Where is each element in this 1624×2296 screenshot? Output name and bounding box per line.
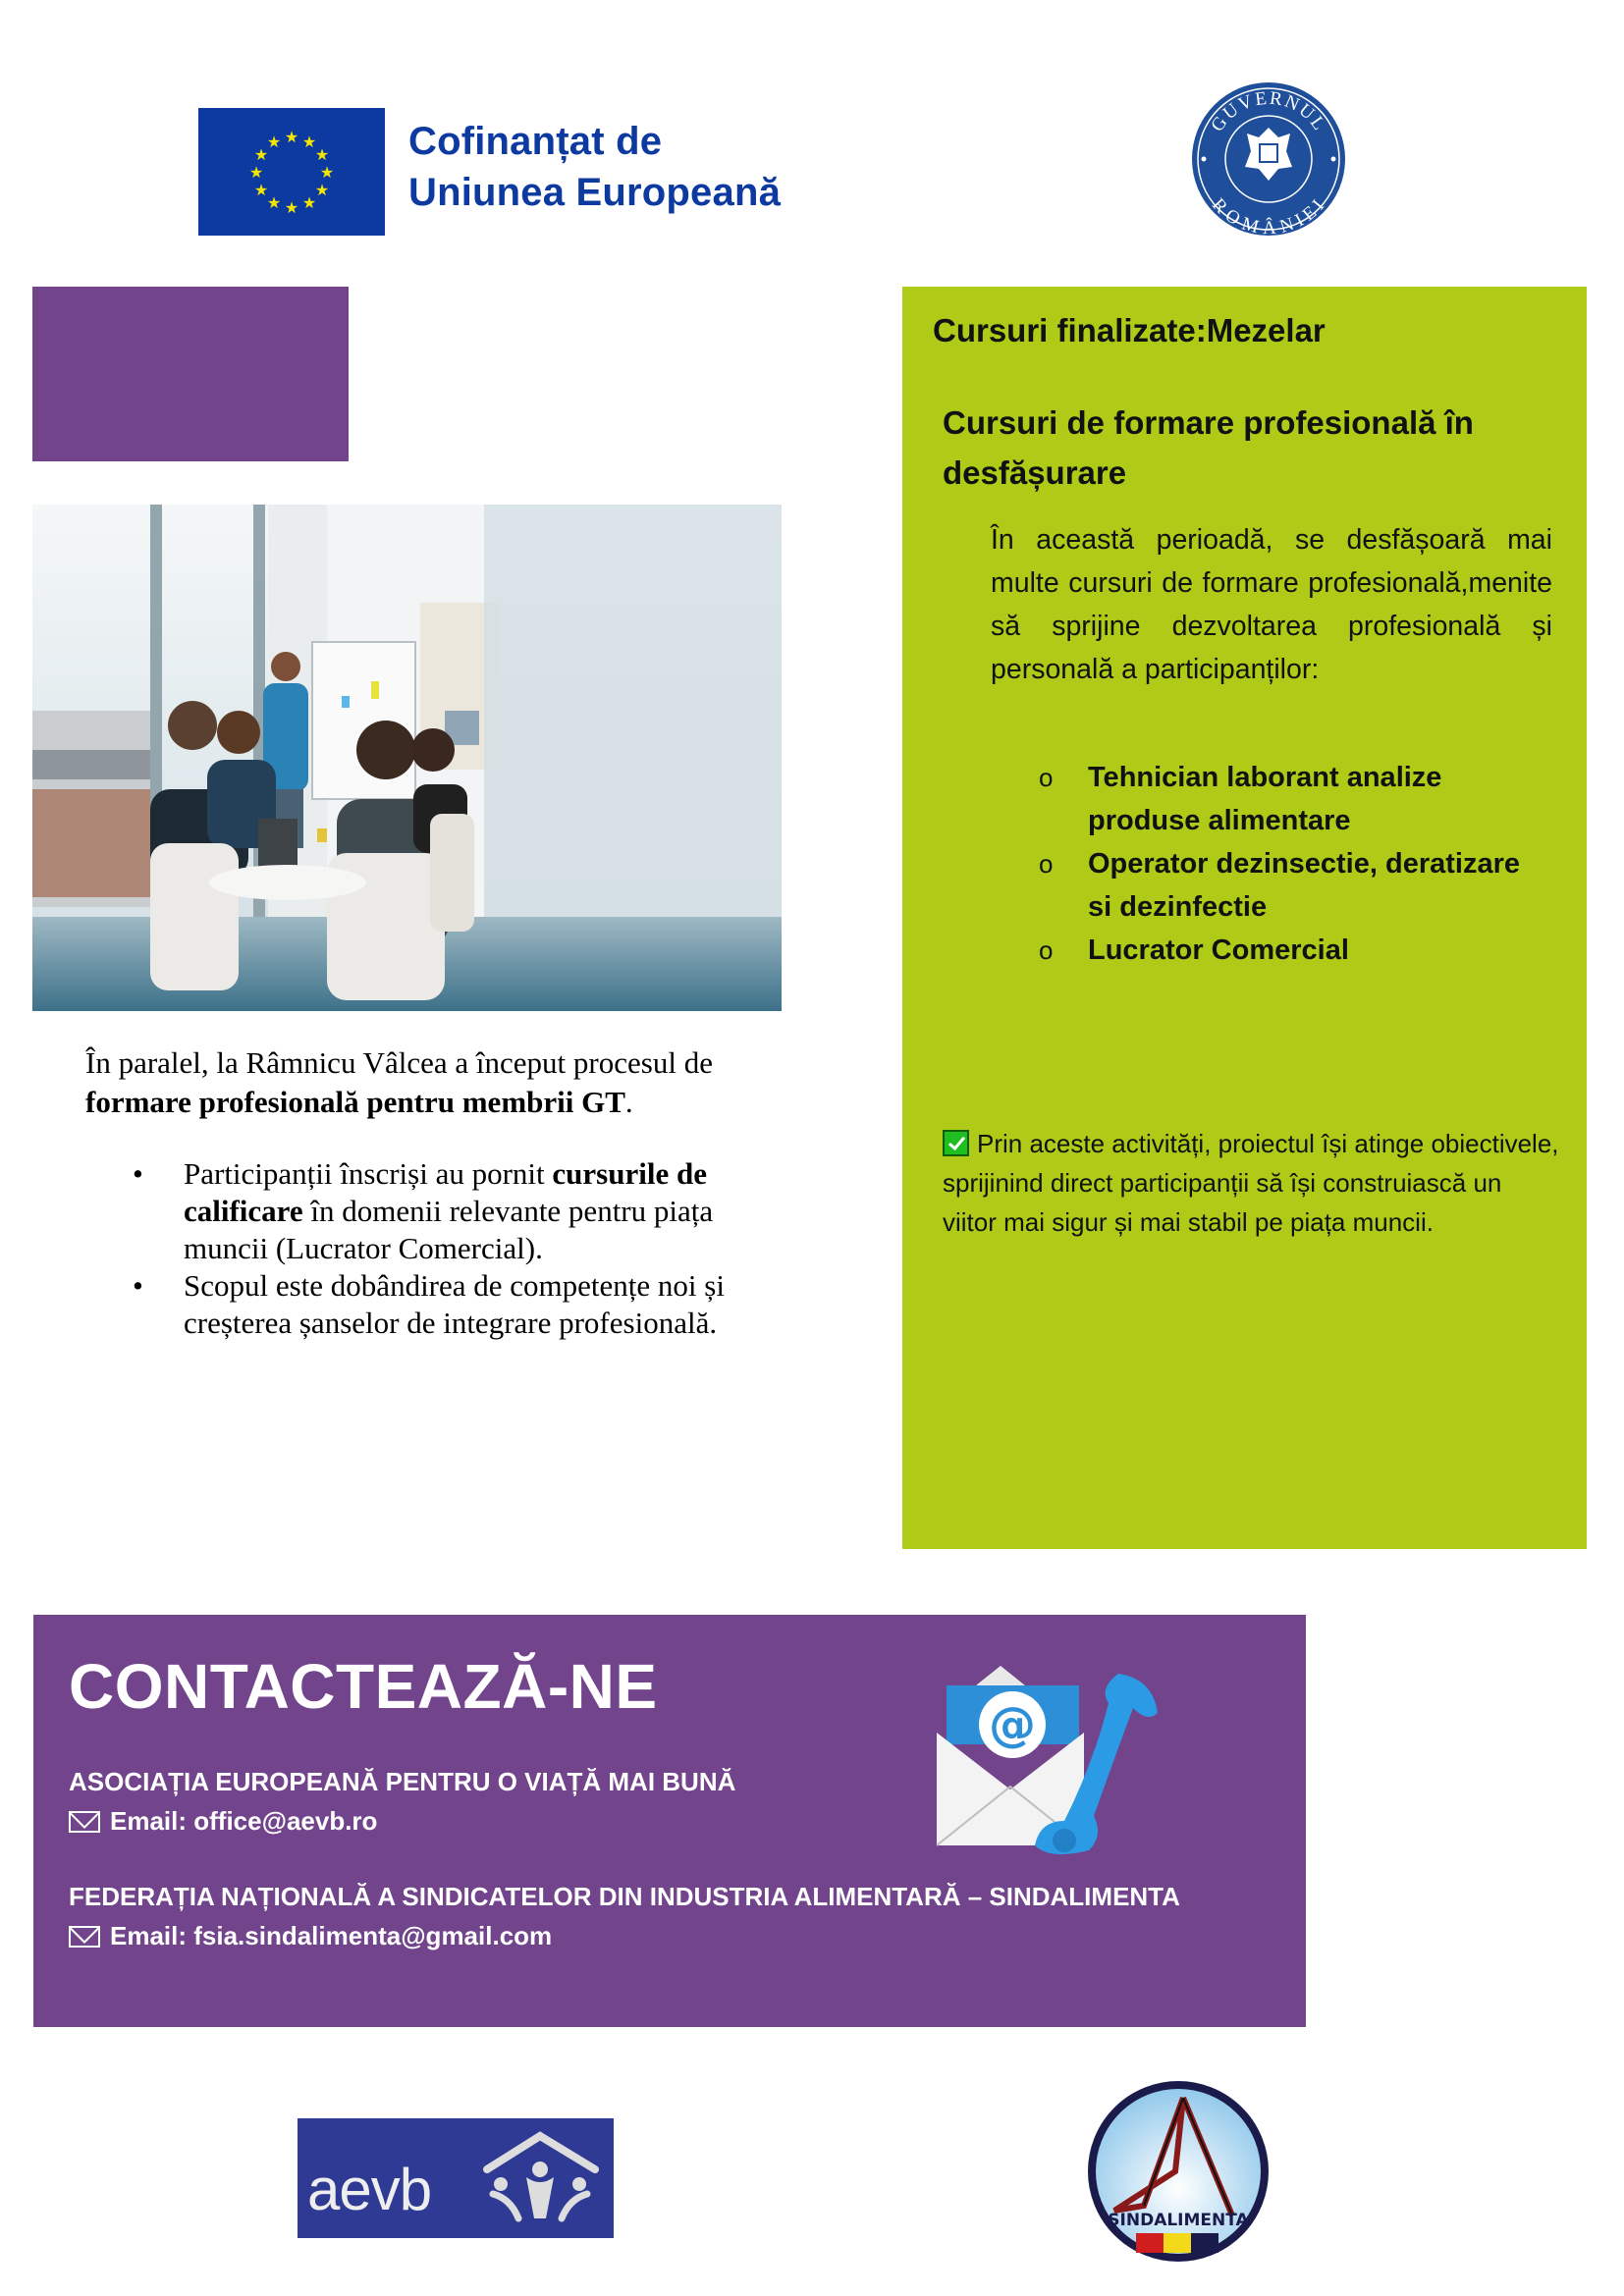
svg-text:★: ★ (266, 193, 282, 212)
svg-text:★: ★ (301, 133, 317, 151)
house-people-icon (479, 2130, 602, 2228)
romanian-government-seal (1190, 80, 1347, 238)
finished-courses-heading: Cursuri finalizate:Mezelar (933, 312, 1326, 348)
sindalimenta-logo (1085, 2078, 1272, 2265)
aevb-logo-text: aevb (307, 2157, 432, 2222)
courses-intro-text: În această perioadă, se desfășoară mai multe cursuri de formare profesională,menite să sprijine dezvoltarea profesională și personală a participanților: (991, 524, 1552, 685)
seal-bottom-text: ROMÂNIEI (1208, 194, 1330, 238)
bullet-icon: • (133, 1156, 143, 1191)
course-list (1036, 756, 1546, 972)
eu-flag-icon (198, 108, 385, 236)
contact-title: CONTACTEAZĂ-NE (69, 1651, 658, 1722)
svg-text:★: ★ (314, 181, 330, 199)
org-name-sindalimenta: FEDERAȚIA NAȚIONALĂ A SINDICATELOR DIN INDUSTRIA ALIMENTARĂ – SINDALIMENTA (69, 1882, 1180, 1911)
eu-cofinancing-logo (198, 108, 807, 236)
envelope-icon (69, 1926, 100, 1948)
list-item: • Scopul este dobândirea de competențe noi și creșterea șanselor de integrare profesională. (133, 1268, 725, 1340)
svg-text:★: ★ (314, 145, 330, 164)
eu-logo-line1: Cofinanțat de (408, 120, 663, 163)
email-and-phone-icon (917, 1664, 1172, 1880)
email-aevb[interactable]: Email: office@aevb.ro (69, 1806, 377, 1837)
svg-text:@: @ (989, 1697, 1036, 1752)
svg-text:★: ★ (301, 193, 317, 212)
svg-text:★: ★ (248, 163, 264, 182)
course-item: o Lucrator Comercial (1036, 929, 1546, 972)
hollow-bullet-icon: o (1039, 849, 1054, 879)
org-name-aevb: ASOCIAȚIA EUROPEANĂ PENTRU O VIAȚĂ MAI BUNĂ (69, 1767, 736, 1796)
check-mark-icon (943, 1130, 969, 1156)
svg-text:★: ★ (253, 145, 269, 164)
email-sindalimenta[interactable]: Email: fsia.sindalimenta@gmail.com (69, 1921, 552, 1951)
training-details-list (133, 1155, 781, 1342)
conclusion-text: Prin aceste activități, proiectul își atinge obiectivele, sprijinind direct participanții să își construiască un viitor mai sigur și mai stabil pe piața muncii. (943, 1129, 1559, 1237)
svg-text:★: ★ (253, 181, 269, 199)
course-item: o Operator dezinsectie, deratizare si dezinfectie (1036, 842, 1546, 929)
envelope-icon (69, 1811, 100, 1833)
parallel-training-paragraph: În paralel, la Râmnicu Vâlcea a început procesul de formare profesională pentru membrii GT. (85, 1045, 713, 1119)
in-progress-heading: Cursuri de formare profesională în desfășurare (943, 404, 1474, 491)
eu-logo-line2: Uniunea Europeană (408, 171, 782, 214)
hollow-bullet-icon: o (1039, 763, 1054, 792)
bullet-icon: • (133, 1268, 143, 1303)
aevb-logo (298, 2118, 614, 2238)
sindalimenta-logo-text: SINDALIMENTA (1108, 2211, 1249, 2230)
course-item: o Tehnician laborant analize produse alimentare (1036, 756, 1546, 842)
svg-text:★: ★ (284, 198, 299, 217)
svg-text:★: ★ (284, 128, 299, 146)
list-item: • Participanții înscriși au pornit cursurile de calificare în domenii relevante pentru piața muncii (Lucrator Comercial). (133, 1156, 714, 1265)
svg-text:★: ★ (319, 163, 335, 182)
decorative-purple-block (32, 287, 349, 461)
training-session-photo (32, 505, 782, 1011)
seal-top-text: GUVERNUL (1207, 87, 1330, 136)
contact-section (33, 1615, 1306, 2027)
svg-text:★: ★ (266, 133, 282, 151)
hollow-bullet-icon: o (1039, 935, 1054, 965)
